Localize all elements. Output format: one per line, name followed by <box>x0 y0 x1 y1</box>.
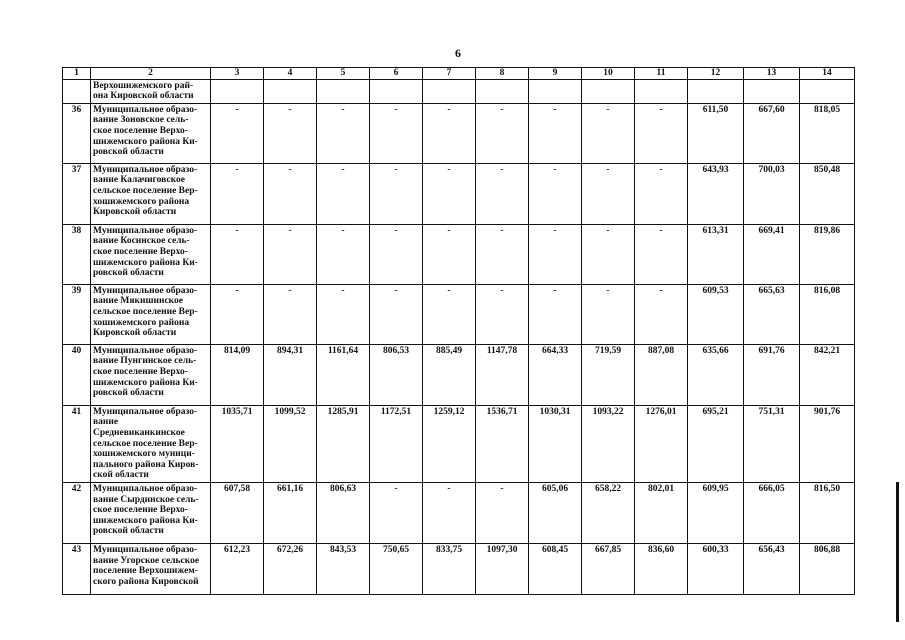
value-cell: 1161,64 <box>317 344 370 405</box>
municipality-name: Муниципальное образо- вание Пунгинское сель- ское поселение Верхо- шижемского района Ки- ровской области <box>91 344 211 405</box>
value-cell <box>211 79 264 103</box>
value-cell <box>582 79 635 103</box>
value-cell: - <box>317 163 370 224</box>
column-header: 11 <box>635 68 688 80</box>
column-header: 4 <box>264 68 317 80</box>
value-cell: 1035,71 <box>211 405 264 482</box>
value-cell: 664,33 <box>529 344 582 405</box>
value-cell: 751,31 <box>744 405 800 482</box>
value-cell: - <box>370 163 423 224</box>
municipality-name: Муниципальное образо- вание Сырдинское сель- ское поселение Верхо- шижемского района Ки- ровской области <box>91 482 211 543</box>
row-number: 41 <box>63 405 91 482</box>
value-cell: 658,22 <box>582 482 635 543</box>
column-header: 3 <box>211 68 264 80</box>
column-header: 13 <box>744 68 800 80</box>
page-edge-mark <box>896 482 899 622</box>
value-cell: - <box>423 284 476 344</box>
table-row <box>63 103 855 163</box>
municipality-name: Верхошижемского рай- она Кировской области <box>91 79 211 103</box>
table-row <box>63 543 855 594</box>
value-cell <box>264 79 317 103</box>
value-cell <box>476 79 529 103</box>
table-row <box>63 79 855 103</box>
value-cell: 802,01 <box>635 482 688 543</box>
value-cell: 1093,22 <box>582 405 635 482</box>
value-cell: - <box>635 103 688 163</box>
value-cell: 700,03 <box>744 163 800 224</box>
value-cell: - <box>582 224 635 284</box>
value-cell: - <box>370 482 423 543</box>
value-cell: 818,05 <box>800 103 855 163</box>
value-cell: 667,60 <box>744 103 800 163</box>
value-cell: - <box>582 103 635 163</box>
column-header: 2 <box>91 68 211 80</box>
table-row <box>63 344 855 405</box>
value-cell: - <box>582 163 635 224</box>
value-cell: 1172,51 <box>370 405 423 482</box>
value-cell: 819,86 <box>800 224 855 284</box>
value-cell: 833,75 <box>423 543 476 594</box>
value-cell: 672,26 <box>264 543 317 594</box>
value-cell: - <box>476 103 529 163</box>
value-cell: 719,59 <box>582 344 635 405</box>
value-cell: 1285,91 <box>317 405 370 482</box>
value-cell: 635,66 <box>688 344 744 405</box>
value-cell <box>635 79 688 103</box>
column-header: 10 <box>582 68 635 80</box>
value-cell: - <box>423 482 476 543</box>
value-cell: - <box>529 103 582 163</box>
table-row <box>63 163 855 224</box>
value-cell: 661,16 <box>264 482 317 543</box>
value-cell: 608,45 <box>529 543 582 594</box>
value-cell: - <box>211 163 264 224</box>
municipality-name: Муниципальное образо- вание Средневиканкинское сельское поселение Вер- хошижемского муници- пального района Киров- ской области <box>91 405 211 482</box>
table-header-row <box>63 68 855 80</box>
value-cell: 816,50 <box>800 482 855 543</box>
municipality-name: Муниципальное образо- вание Зоновское сель- ское поселение Верхо- шижемского района Ки- ровской области <box>91 103 211 163</box>
row-number: 38 <box>63 224 91 284</box>
tariff-table <box>62 67 855 595</box>
value-cell: 814,09 <box>211 344 264 405</box>
value-cell: 613,31 <box>688 224 744 284</box>
value-cell: 666,05 <box>744 482 800 543</box>
row-number: 37 <box>63 163 91 224</box>
column-header: 8 <box>476 68 529 80</box>
table-row <box>63 405 855 482</box>
value-cell: 609,95 <box>688 482 744 543</box>
value-cell: 656,43 <box>744 543 800 594</box>
row-number: 40 <box>63 344 91 405</box>
value-cell: - <box>317 103 370 163</box>
value-cell: 607,58 <box>211 482 264 543</box>
value-cell: 612,23 <box>211 543 264 594</box>
row-number: 42 <box>63 482 91 543</box>
value-cell: - <box>211 103 264 163</box>
value-cell: 806,88 <box>800 543 855 594</box>
value-cell: 600,33 <box>688 543 744 594</box>
value-cell: 665,63 <box>744 284 800 344</box>
table-row <box>63 224 855 284</box>
value-cell: 1259,12 <box>423 405 476 482</box>
value-cell: 894,31 <box>264 344 317 405</box>
value-cell: 901,76 <box>800 405 855 482</box>
value-cell: 605,06 <box>529 482 582 543</box>
value-cell: - <box>635 163 688 224</box>
value-cell: - <box>476 482 529 543</box>
value-cell: 806,53 <box>370 344 423 405</box>
value-cell: - <box>264 103 317 163</box>
value-cell: 667,85 <box>582 543 635 594</box>
row-number: 43 <box>63 543 91 594</box>
value-cell: 843,53 <box>317 543 370 594</box>
value-cell: 887,08 <box>635 344 688 405</box>
value-cell: 1276,01 <box>635 405 688 482</box>
value-cell <box>370 79 423 103</box>
value-cell <box>800 79 855 103</box>
value-cell: - <box>370 103 423 163</box>
value-cell: 643,93 <box>688 163 744 224</box>
value-cell: - <box>264 163 317 224</box>
value-cell: 1147,78 <box>476 344 529 405</box>
value-cell: 806,63 <box>317 482 370 543</box>
value-cell: - <box>635 224 688 284</box>
page-number: 6 <box>455 46 461 60</box>
value-cell: - <box>529 163 582 224</box>
value-cell: - <box>264 284 317 344</box>
value-cell: - <box>529 284 582 344</box>
value-cell: - <box>423 224 476 284</box>
value-cell: 1536,71 <box>476 405 529 482</box>
value-cell: - <box>476 284 529 344</box>
value-cell: - <box>423 163 476 224</box>
value-cell: - <box>582 284 635 344</box>
value-cell: - <box>317 224 370 284</box>
row-number: 36 <box>63 103 91 163</box>
value-cell: 842,21 <box>800 344 855 405</box>
value-cell <box>529 79 582 103</box>
value-cell <box>317 79 370 103</box>
value-cell: 609,53 <box>688 284 744 344</box>
column-header: 12 <box>688 68 744 80</box>
value-cell: - <box>317 284 370 344</box>
value-cell: 1030,31 <box>529 405 582 482</box>
value-cell: - <box>264 224 317 284</box>
value-cell: 611,50 <box>688 103 744 163</box>
column-header: 7 <box>423 68 476 80</box>
value-cell: 1097,30 <box>476 543 529 594</box>
column-header: 14 <box>800 68 855 80</box>
value-cell: - <box>529 224 582 284</box>
value-cell: - <box>370 224 423 284</box>
value-cell: 836,60 <box>635 543 688 594</box>
value-cell: - <box>370 284 423 344</box>
row-number <box>63 79 91 103</box>
value-cell <box>688 79 744 103</box>
municipality-name: Муниципальное образо- вание Косинское сель- ское поселение Верхо- шижемского района Ки- ровской области <box>91 224 211 284</box>
value-cell: 691,76 <box>744 344 800 405</box>
value-cell: - <box>423 103 476 163</box>
municipality-name: Муниципальное образо- вание Угорское сельское поселение Верхошижем- ского района Кировской <box>91 543 211 594</box>
value-cell: 816,08 <box>800 284 855 344</box>
column-header: 1 <box>63 68 91 80</box>
value-cell <box>423 79 476 103</box>
row-number: 39 <box>63 284 91 344</box>
municipality-name: Муниципальное образо- вание Калачиговское сельское поселение Вер- хошижемского района Кировской области <box>91 163 211 224</box>
value-cell: 695,21 <box>688 405 744 482</box>
column-header: 9 <box>529 68 582 80</box>
value-cell: 669,41 <box>744 224 800 284</box>
value-cell: 750,65 <box>370 543 423 594</box>
value-cell: 850,48 <box>800 163 855 224</box>
value-cell: 1099,52 <box>264 405 317 482</box>
value-cell: - <box>476 224 529 284</box>
value-cell: - <box>211 224 264 284</box>
municipality-name: Муниципальное образо- вание Мякишинское сельское поселение Вер- хошижемского района Кировской области <box>91 284 211 344</box>
table-row <box>63 482 855 543</box>
table-row <box>63 284 855 344</box>
column-header: 6 <box>370 68 423 80</box>
value-cell: 885,49 <box>423 344 476 405</box>
value-cell: - <box>635 284 688 344</box>
value-cell: - <box>211 284 264 344</box>
column-header: 5 <box>317 68 370 80</box>
value-cell: - <box>476 163 529 224</box>
value-cell <box>744 79 800 103</box>
